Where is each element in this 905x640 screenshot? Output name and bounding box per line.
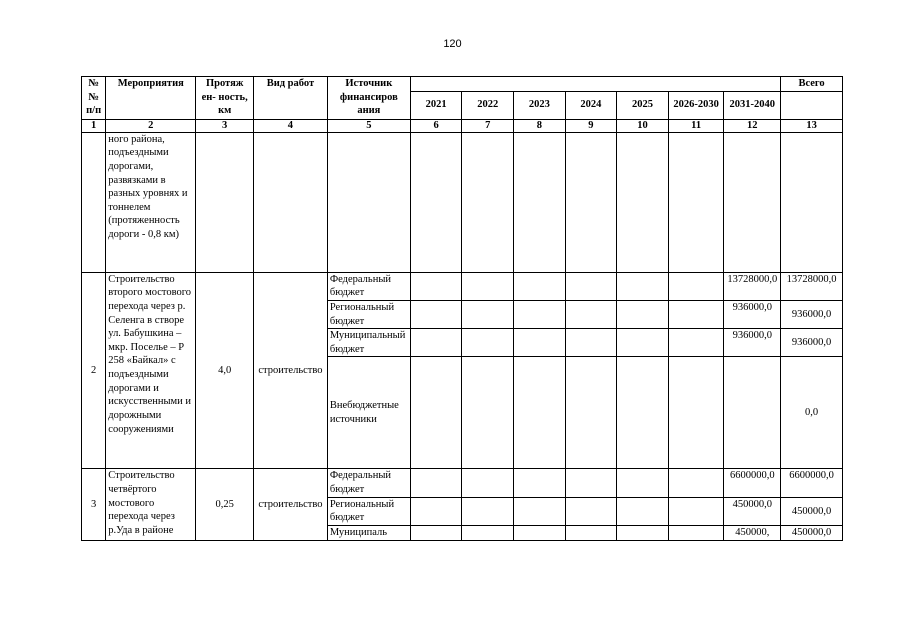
- year-2025: 2025: [617, 91, 669, 119]
- row-number: 2: [82, 272, 106, 469]
- total-cell: 6600000,0: [781, 469, 843, 497]
- header-length: Протяж ен- ность, км: [196, 77, 254, 120]
- col-number: 6: [410, 119, 462, 132]
- page-number: 120: [443, 38, 462, 50]
- header-total: Всего: [781, 77, 843, 92]
- col-number: 8: [514, 119, 566, 132]
- col-number: 5: [327, 119, 410, 132]
- length-cell: 4,0: [196, 272, 254, 469]
- event-cell: Строительство четвёртого мостового перехода через р.Уда в районе: [106, 469, 196, 540]
- source-cell: Региональный бюджет: [327, 300, 410, 328]
- amount-2031-2040: 936000,0: [724, 329, 781, 357]
- header-total-empty: [781, 91, 843, 119]
- col-number: 11: [668, 119, 724, 132]
- source-cell: Региональный бюджет: [327, 497, 410, 525]
- col-number: 2: [106, 119, 196, 132]
- header-years-span: [410, 77, 780, 92]
- event-cell: Строительство второго мостового перехода через р. Селенга в створе ул. Бабушкина – мкр. Поселье – Р 258 «Байкал» с подъездными дорогами и искусственными и дорожными сооружениями: [106, 272, 196, 469]
- header-event: Мероприятия: [106, 77, 196, 120]
- work-type-cell: строительство: [254, 469, 328, 540]
- year-2031-2040: 2031-2040: [724, 91, 781, 119]
- source-cell: Муниципальный бюджет: [327, 329, 410, 357]
- col-number: 1: [82, 119, 106, 132]
- year-2021: 2021: [410, 91, 462, 119]
- amount-2031-2040: 936000,0: [724, 300, 781, 328]
- total-cell: 13728000,0: [781, 272, 843, 300]
- total-cell: 936000,0: [781, 300, 843, 328]
- amount-2031-2040: 450000,0: [724, 497, 781, 525]
- year-2026-2030: 2026-2030: [668, 91, 724, 119]
- col-number: 7: [462, 119, 514, 132]
- col-number: 4: [254, 119, 328, 132]
- source-cell: Внебюджетные источники: [327, 357, 410, 469]
- amount-2031-2040: 450000,: [724, 526, 781, 541]
- total-cell: 450000,0: [781, 497, 843, 525]
- table-row: [82, 469, 843, 497]
- amount-2031-2040: 6600000,0: [724, 469, 781, 497]
- row-number: 3: [82, 469, 106, 540]
- col-number: 13: [781, 119, 843, 132]
- column-numbers-row: [82, 119, 843, 132]
- source-cell: Федеральный бюджет: [327, 272, 410, 300]
- amount-2031-2040: [724, 357, 781, 469]
- header-source: Источник финансиров ания: [327, 77, 410, 120]
- col-number: 12: [724, 119, 781, 132]
- col-number: 3: [196, 119, 254, 132]
- event-cell: ного района, подъездными дорогами, развязками в разных уровнях и тоннелем (протяженность дороги - 0,8 км): [106, 132, 196, 272]
- table-row: [82, 132, 843, 272]
- total-cell: 0,0: [781, 357, 843, 469]
- source-cell: Муниципаль: [327, 526, 410, 541]
- year-2023: 2023: [514, 91, 566, 119]
- source-cell: Федеральный бюджет: [327, 469, 410, 497]
- year-2022: 2022: [462, 91, 514, 119]
- work-type-cell: строительство: [254, 272, 328, 469]
- total-cell: 936000,0: [781, 329, 843, 357]
- financing-table: [81, 76, 843, 541]
- col-number: 9: [565, 119, 617, 132]
- col-number: 10: [617, 119, 669, 132]
- header-work-type: Вид работ: [254, 77, 328, 120]
- length-cell: 0,25: [196, 469, 254, 540]
- total-cell: 450000,0: [781, 526, 843, 541]
- amount-2031-2040: 13728000,0: [724, 272, 781, 300]
- year-2024: 2024: [565, 91, 617, 119]
- header-num: № № п/п: [82, 77, 106, 120]
- table-row: [82, 272, 843, 300]
